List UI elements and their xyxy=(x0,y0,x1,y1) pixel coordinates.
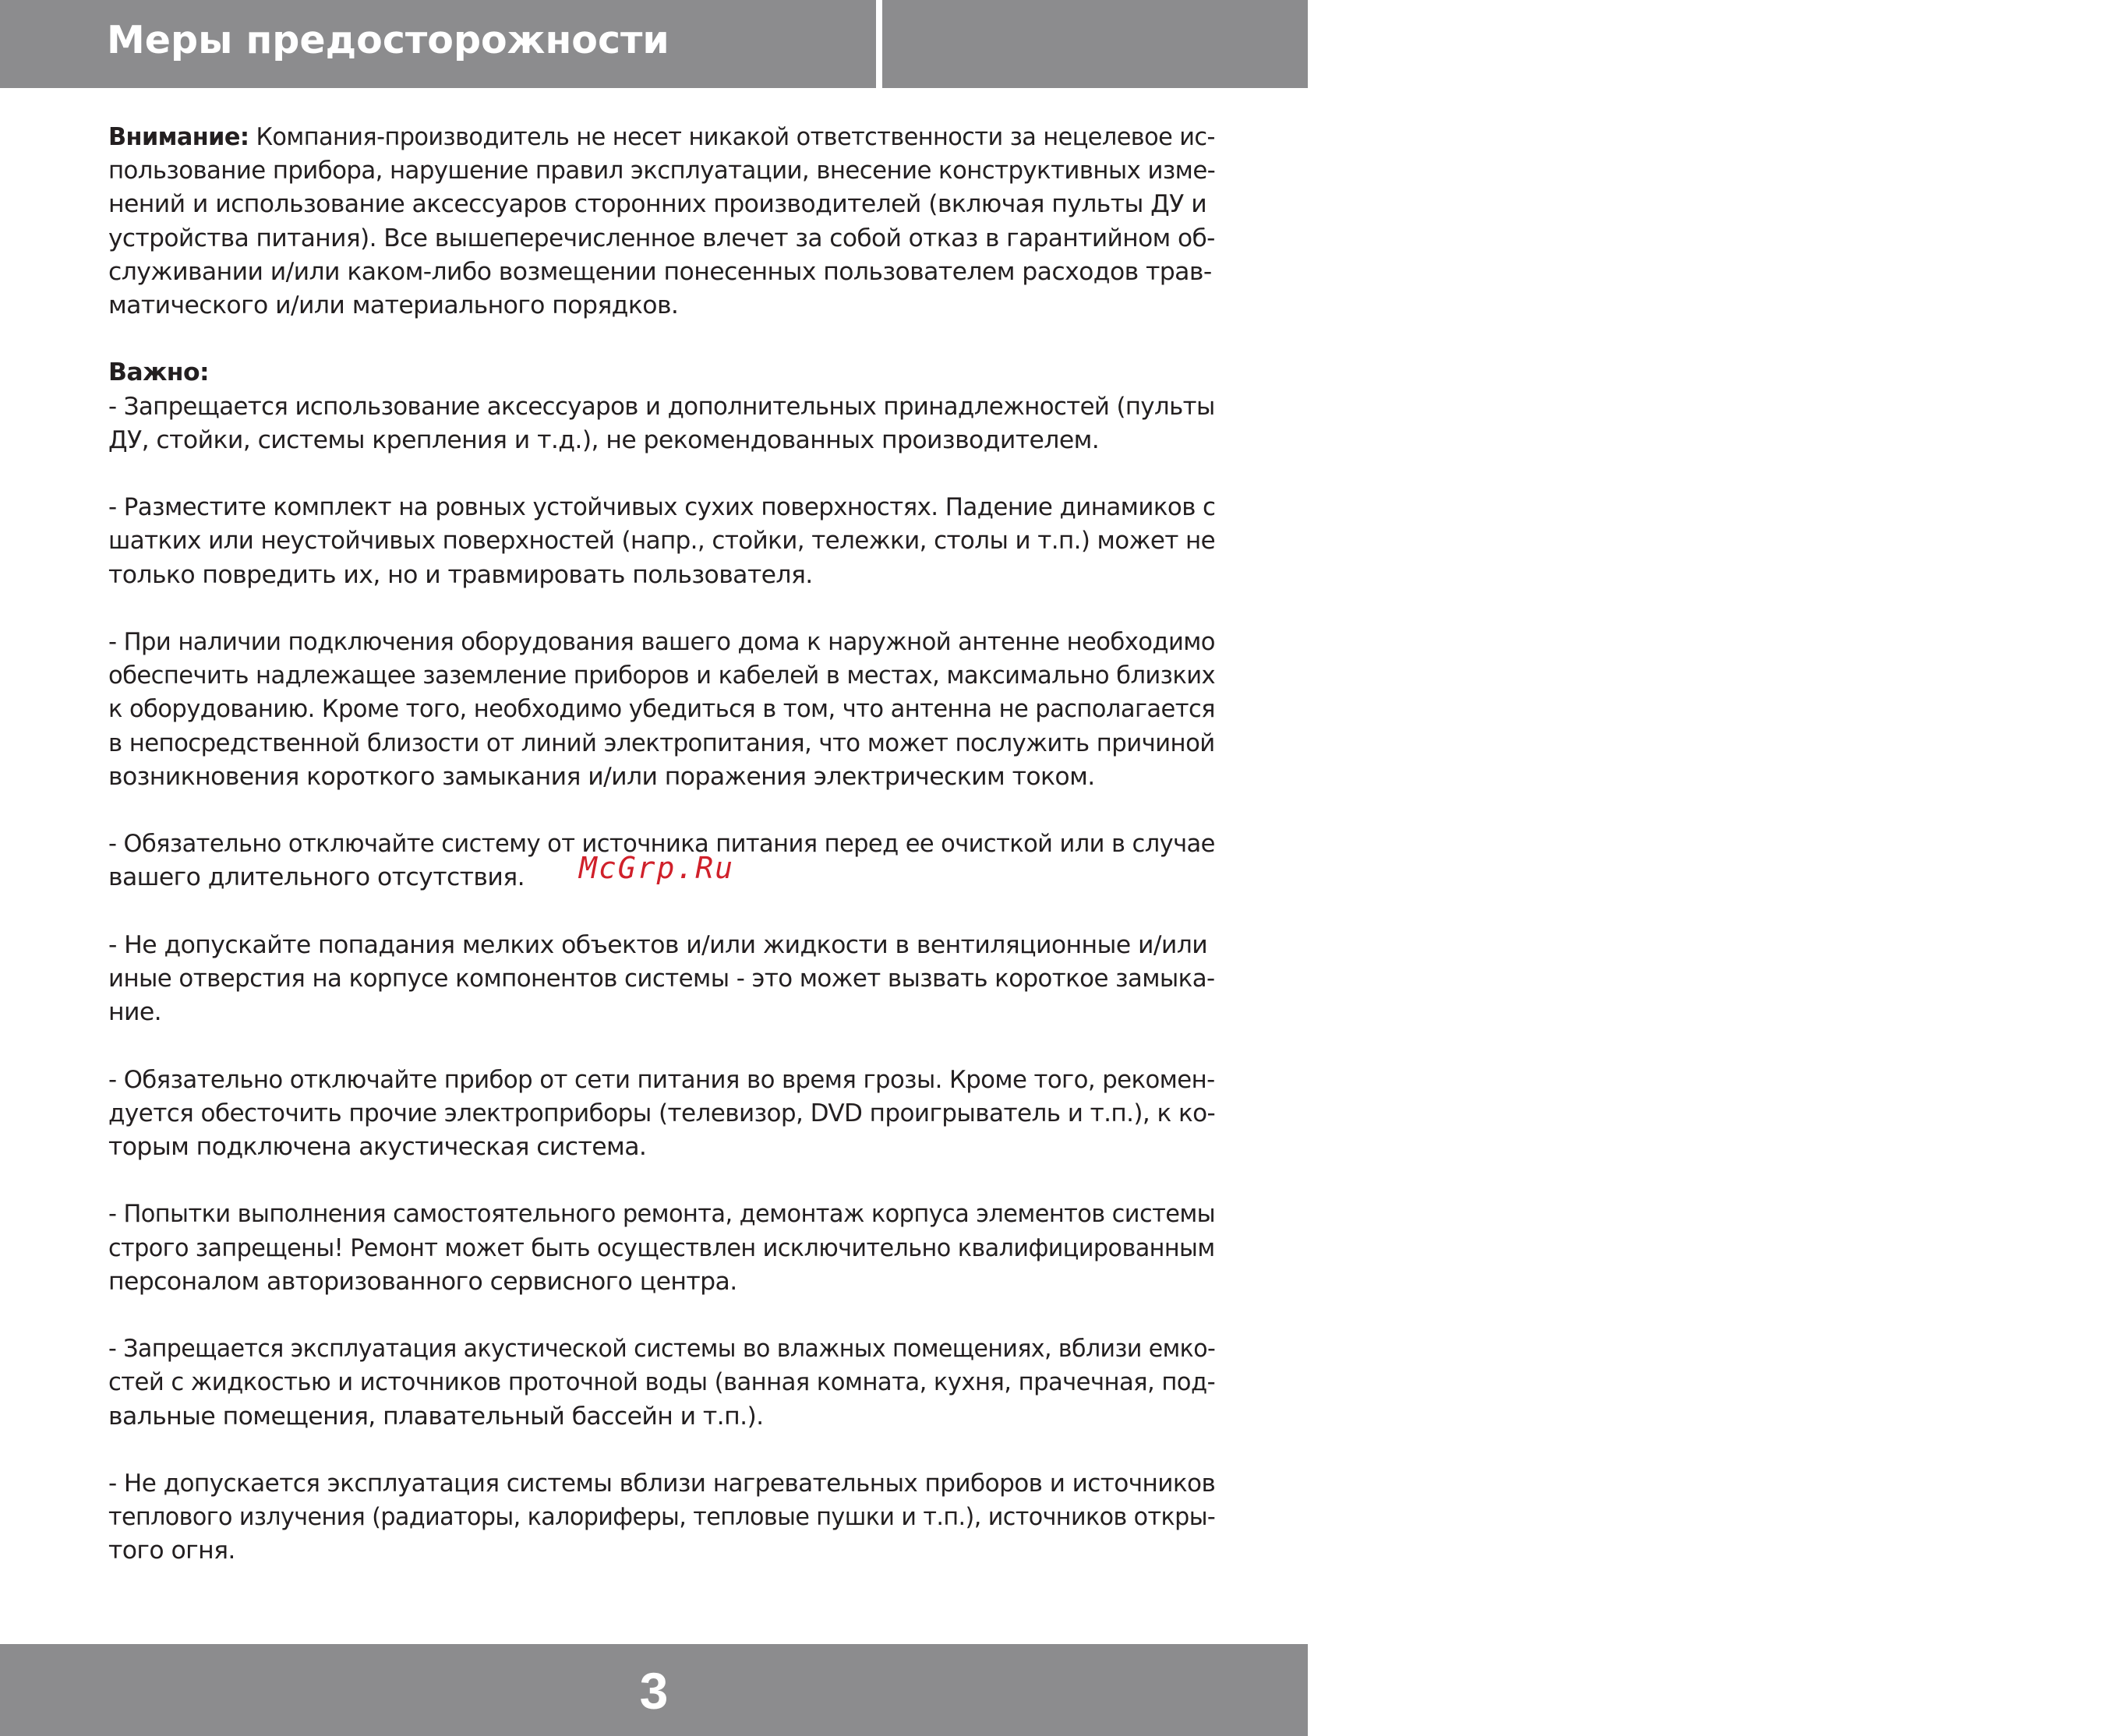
important-item: - Обязательно отключайте систему от источника питания перед ее очисткой или в случае вашего длительного отсутствия. xyxy=(108,830,1215,892)
important-item: - Запрещается эксплуатация акустической системы во влажных помещениях, вблизи емко- стей с жидкостью и источников проточной воды (ванная комната, кухня, прачечная, под- вальные помещения, плавательный бассейн и т.п.). xyxy=(108,1335,1216,1431)
attention-label: Внимание: xyxy=(108,123,249,151)
attention-paragraph xyxy=(108,121,1215,323)
important-item: - Попытки выполнения самостоятельного ремонта, демонтаж корпуса элементов системы строго запрещены! Ремонт может быть осуществлен исключительно квалифицированным персоналом авторизованного сервисного центра. xyxy=(108,1200,1216,1296)
important-item: - Не допускайте попадания мелких объектов и/или жидкости в вентиляционные и/или иные отверстия на корпусе компонентов системы - это может вызвать короткое замыка- ние. xyxy=(108,930,1215,1027)
page-number: 3 xyxy=(639,1662,669,1720)
important-heading-block xyxy=(108,356,1215,390)
attention-line: устройства питания). Все вышеперечисленное влечет за собой отказ в гарантийном об- xyxy=(108,224,1215,252)
watermark: McGrp.Ru xyxy=(579,851,735,885)
important-item: - Не допускается эксплуатация системы вблизи нагревательных приборов и источников теплового излучения (радиаторы, калориферы, тепловые пушки и т.п.), источников откры- того огня. xyxy=(108,1469,1216,1565)
header-brand-bar xyxy=(882,0,2109,88)
important-label: Важно: xyxy=(108,358,210,387)
attention-line: пользование прибора, нарушение правил эксплуатации, внесение конструктивных изме- xyxy=(108,157,1216,185)
attention-line: матического и/или материального порядков. xyxy=(108,291,679,320)
header-title-bar xyxy=(0,0,876,88)
attention-line: нений и использование аксессуаров сторонних производителей (включая пульты ДУ и xyxy=(108,190,1207,219)
brand-logo: HOLLEBERG xyxy=(1794,22,2109,74)
page-footer xyxy=(0,1644,1308,1736)
important-item: - При наличии подключения оборудования вашего дома к наружной антенне необходимо обеспечить надлежащее заземление приборов и кабелей в местах, максимально близких к оборудованию. Кроме того, необходимо убедиться в том, что антенна не располагается в непосредственной близости от линий электропитания, что может послужить причиной возникновения короткого замыкания и/или поражения электрическим током. xyxy=(108,628,1216,791)
important-item: - Разместите комплект на ровных устойчивых сухих поверхностях. Падение динамиков с шатких или неустойчивых поверхностей (напр., стойки, тележки, столы и т.п.) может не только повредить их, но и травмировать пользователя. xyxy=(108,493,1216,589)
important-item: - Запрещается использование аксессуаров и дополнительных принадлежностей (пульты ДУ, стойки, системы крепления и т.д.), не рекомендованных производителем. xyxy=(108,392,1215,454)
attention-line: Внимание: Компания-производитель не несет никакой ответственности за нецелевое ис- xyxy=(108,123,1215,151)
page-content xyxy=(108,121,1215,1568)
page-title: Меры предосторожности xyxy=(107,18,669,62)
important-item: - Обязательно отключайте прибор от сети питания во время грозы. Кроме того, рекомен- дуется обесточить прочие электроприборы (телевизор, DVD проигрыватель и т.п.), к ко- торым подключена акустическая система. xyxy=(108,1065,1216,1161)
attention-line: служивании и/или каком-либо возмещении понесенных пользователем расходов трав- xyxy=(108,257,1212,286)
page-header xyxy=(0,0,2109,88)
